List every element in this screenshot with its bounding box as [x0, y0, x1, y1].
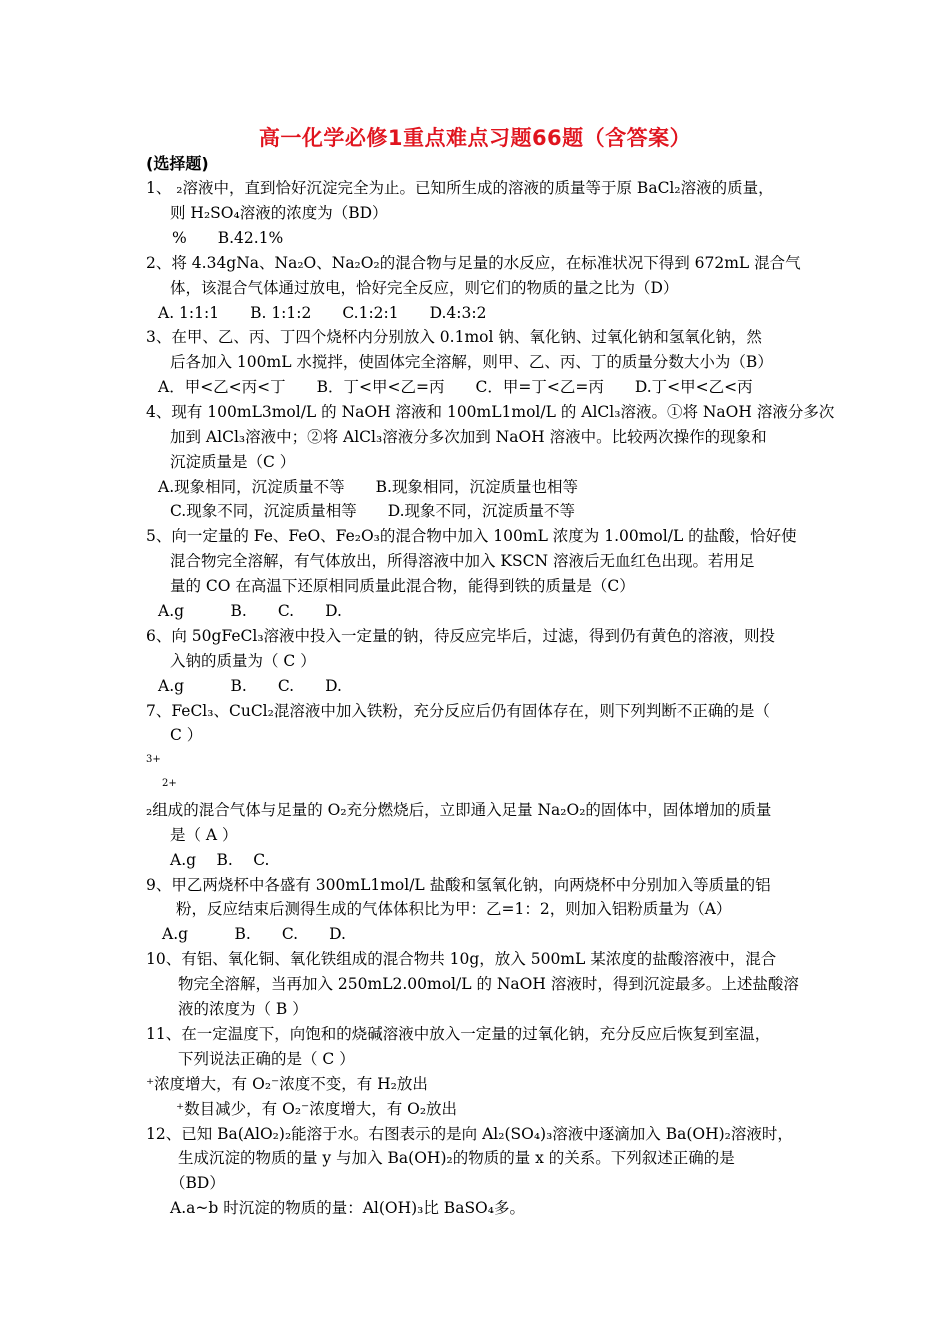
- text-line: A．甲<乙<丙<丁 B．丁<甲<乙=丙 C．甲=丁<乙=丙 D.丁<甲<乙<丙: [158, 378, 753, 396]
- text-line: 下列说法正确的是（ C ）: [178, 1050, 355, 1068]
- text-line: 加到 AlCl₃溶液中；②将 AlCl₃溶液分多次加到 NaOH 溶液中。比较两次操作的现象和: [170, 428, 767, 446]
- text-line: 体，该混合气体通过放电，恰好完全反应，则它们的物质的量之比为（D）: [170, 279, 679, 297]
- text-line: A. 1:1:1 B. 1:1:2 C.1:2:1 D.4:3:2: [158, 304, 487, 322]
- text-line: 2、将 4.34gNa、Na₂O、Na₂O₂的混合物与足量的水反应，在标准状况下得到 672mL 混合气: [146, 254, 801, 272]
- text-line: 液的浓度为（ B ）: [178, 1000, 308, 1018]
- text-line: 7、FeCl₃、CuCl₂混溶液中加入铁粉，充分反应后仍有固体存在，则下列判断不正确的是（: [146, 702, 770, 720]
- text-line: C ）: [170, 726, 203, 744]
- text-line: 是（ A ）: [170, 826, 238, 844]
- superscript-fragment: 2+: [162, 778, 177, 789]
- text-line: 9、甲乙两烧杯中各盛有 300mL1mol/L 盐酸和氢氧化钠，向两烧杯中分别加入等质量的铝: [146, 876, 771, 894]
- text-line: 粉，反应结束后测得生成的气体体积比为甲：乙=1：2，则加入铝粉质量为（A）: [176, 900, 732, 918]
- text-line: A.g B. C. D.: [158, 602, 342, 620]
- text-line: 物完全溶解，当再加入 250mL2.00mol/L 的 NaOH 溶液时，得到沉淀最多。上述盐酸溶: [178, 975, 799, 993]
- section-heading: (选择题): [146, 154, 209, 173]
- superscript-fragment: 3+: [146, 754, 161, 765]
- text-line: 12、已知 Ba(AlO₂)₂能溶于水。右图表示的是向 Al₂(SO₄)₃溶液中逐滴加入 Ba(OH)₂溶液时，: [146, 1125, 793, 1143]
- text-line: 入钠的质量为（ C ）: [170, 652, 316, 670]
- text-line: 3、在甲、乙、丙、丁四个烧杯内分别放入 0.1mol 钠、氧化钠、过氧化钠和氢氧化钠，然: [146, 328, 762, 346]
- text-line: A.a~b 时沉淀的物质的量：Al(OH)₃比 BaSO₄多。: [170, 1199, 525, 1217]
- text-line: 1、 ₂溶液中，直到恰好沉淀完全为止。已知所生成的溶液的质量等于原 BaCl₂溶液的质量，: [146, 179, 774, 197]
- document-title: 高一化学必修1重点难点习题66题（含答案）: [258, 126, 692, 150]
- text-line: 生成沉淀的物质的量 y 与加入 Ba(OH)₂的物质的量 x 的关系。下列叙述正确的是: [178, 1149, 735, 1167]
- text-line: （BD）: [170, 1174, 225, 1192]
- text-line: 量的 CO 在高温下还原相同质量此混合物，能得到铁的质量是（C）: [170, 577, 635, 595]
- text-line: 10、有铝、氧化铜、氧化铁组成的混合物共 10g，放入 500mL 某浓度的盐酸溶液中，混合: [146, 950, 777, 968]
- text-line: A.g B. C. D.: [158, 677, 342, 695]
- text-line: 5、向一定量的 Fe、FeO、Fe₂O₃的混合物中加入 100mL 浓度为 1.00mol/L 的盐酸，恰好使: [146, 527, 797, 545]
- text-line: A.现象相同，沉淀质量不等 B.现象相同，沉淀质量也相等: [158, 478, 578, 496]
- text-line: 沉淀质量是（C ）: [170, 453, 296, 471]
- text-line: A.g B. C. D.: [162, 925, 346, 943]
- text-line: 后各加入 100mL 水搅拌，使固体完全溶解，则甲、乙、丙、丁的质量分数大小为（B）: [170, 353, 773, 371]
- text-line: C.现象不同，沉淀质量相等 D.现象不同，沉淀质量不等: [170, 502, 576, 520]
- text-line: A.g B. C.: [170, 851, 270, 869]
- text-line: % B.42.1%: [172, 229, 284, 247]
- text-line: ⁺数目减少，有 O₂⁻浓度增大，有 O₂放出: [176, 1100, 458, 1118]
- text-line: 11、在一定温度下，向饱和的烧碱溶液中放入一定量的过氧化钠，充分反应后恢复到室温，: [146, 1025, 771, 1043]
- text-line: ⁺浓度增大，有 O₂⁻浓度不变，有 H₂放出: [146, 1075, 428, 1093]
- text-line: 混合物完全溶解，有气体放出，所得溶液中加入 KSCN 溶液后无血红色出现。若用足: [170, 552, 755, 570]
- text-line: 则 H₂SO₄溶液的浓度为（BD）: [170, 204, 388, 222]
- text-line: 4、现有 100mL3mol/L 的 NaOH 溶液和 100mL1mol/L 的 AlCl₃溶液。①将 NaOH 溶液分多次: [146, 403, 835, 421]
- text-line: ₂组成的混合气体与足量的 O₂充分燃烧后，立即通入足量 Na₂O₂的固体中，固体增加的质量: [146, 801, 772, 819]
- text-line: 6、向 50gFeCl₃溶液中投入一定量的钠，待反应完毕后，过滤，得到仍有黄色的溶液，则投: [146, 627, 776, 645]
